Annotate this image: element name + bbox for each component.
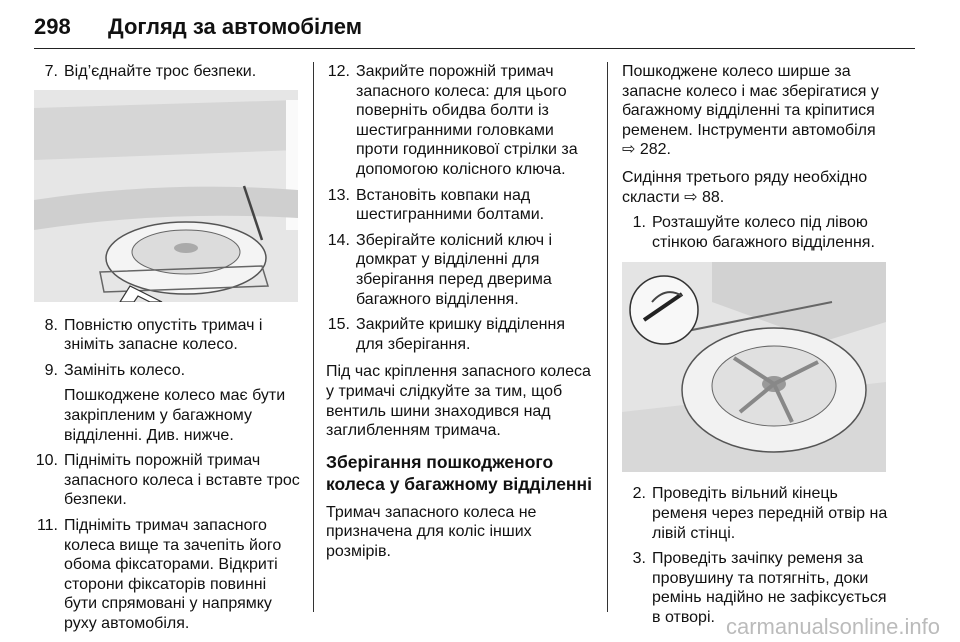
- step-8: 8. Повністю опустіть тримач і зніміть запасне колесо.: [44, 316, 263, 354]
- step-12: 12. Закрийте порожній тримач запасного колеса: для цього поверніть обидва болти із шестигранними головками проти годинникової стрілки за допомогою колісного ключа.: [327, 63, 578, 178]
- column-divider: [607, 62, 608, 612]
- page-header: [34, 14, 915, 49]
- page-ref-icon: ⇨: [622, 141, 636, 159]
- seat-fold-note: Сидіння третього ряду необхідно скласти ⇨ 88.: [622, 168, 868, 206]
- step-7: 7. Від’єднайте трос безпеки.: [44, 63, 257, 80]
- step-9: 9. Замініть колесо.: [44, 361, 186, 379]
- page-ref-icon: ⇨: [684, 188, 698, 206]
- column-right: [622, 62, 892, 628]
- watermark: carmanualsonline.info: [725, 614, 940, 639]
- column-middle: [326, 62, 596, 561]
- step-2: 2. Проведіть вільний кінець ременя через передній отвір на лівій стінці.: [632, 485, 888, 542]
- step-11: 11. Підніміть тримач запасного колеса вище та зачепіть його обома фіксаторами. Відкриті сторони фіксаторів повинні бути спрямовані у напрямку руху автомобіля.: [36, 516, 282, 632]
- page-ref-link[interactable]: 88.: [701, 188, 725, 206]
- mounting-note: Під час кріплення запасного колеса у тримачі слідкуйте за тим, щоб вентиль шини знаходився над заглибленням тримача.: [326, 363, 591, 440]
- damaged-wheel-note: Пошкоджене колесо ширше за запасне колесо і має зберігатися у багажному відділенні та кріпитися ременем. Інструменти автомобіля ⇨ 282.: [622, 63, 879, 159]
- step-3: 3. Проведіть зачіпку ременя за провушину та потягніть, доки ремінь надійно не зафіксується в отворі.: [632, 550, 887, 626]
- page-number: 298: [34, 14, 71, 39]
- spare-wheel-lowering-illustration: [34, 90, 298, 302]
- step-14: 14. Зберігайте колісний ключ і домкрат у відділенні для зберігання перед дверима багажного відділення.: [327, 231, 553, 308]
- column-left: [34, 62, 300, 634]
- page-title: Догляд за автомобілем: [108, 14, 363, 39]
- spare-wheel-lowering-drawing: [34, 90, 298, 302]
- column-divider: [313, 62, 314, 612]
- wheel-strap-drawing: [622, 262, 886, 472]
- step-15: 15. Закрийте кришку відділення для зберігання.: [327, 316, 565, 353]
- section-heading: Зберігання пошкодженого колеса у багажному відділенні: [326, 451, 592, 494]
- step-9-note: Пошкоджене колесо має бути закріпленим у багажному відділенні. Див. нижче.: [64, 387, 286, 444]
- step-13: 13. Встановіть ковпаки над шестигранними болтами.: [327, 186, 545, 224]
- step-1: 1. Розташуйте колесо під лівою стінкою багажного відділення.: [632, 214, 875, 251]
- wheel-in-trunk-illustration: [622, 262, 886, 472]
- holder-note: Тримач запасного колеса не призначена для коліс інших розмірів.: [326, 503, 537, 560]
- step-10: 10. Підніміть порожній тримач запасного колеса і вставте трос безпеки.: [35, 452, 300, 509]
- page-ref-link[interactable]: 282.: [639, 141, 671, 159]
